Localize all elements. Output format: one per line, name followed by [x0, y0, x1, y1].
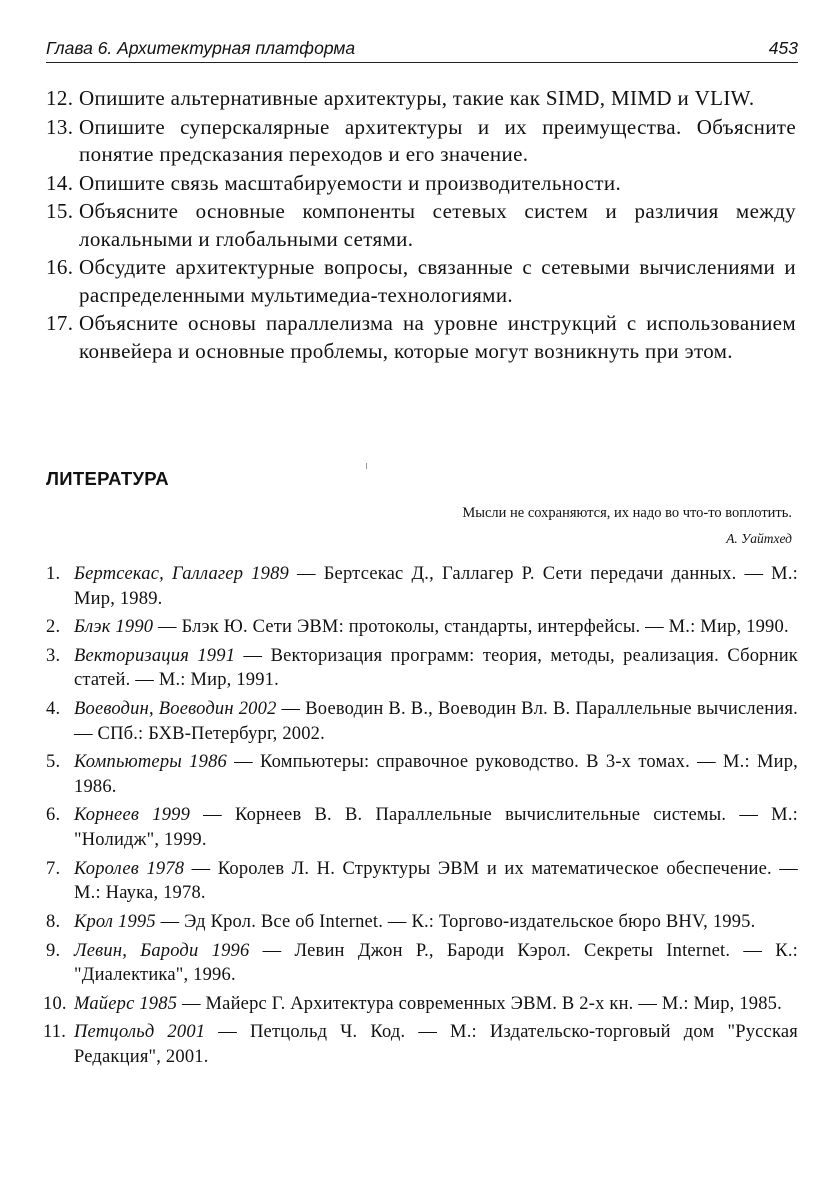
reference-number: 10.	[43, 993, 67, 1014]
question-number: 14.	[46, 170, 74, 195]
question-text: Обсудите архитектурные вопросы, связанные с сетевыми вычислениями и распределенными мультимедиа-технологиями.	[79, 255, 796, 307]
question-number: 15.	[46, 199, 74, 223]
reference-item	[46, 939, 798, 988]
reference-number: 3.	[46, 645, 61, 666]
reference-key: Крол 1995	[74, 911, 156, 932]
epigraph	[462, 500, 792, 552]
reference-number: 2.	[46, 617, 61, 638]
reference-key: Петцольд 2001	[74, 1022, 206, 1043]
question-number: 12.	[46, 86, 74, 110]
epigraph-author: А. Уайтхед	[726, 531, 792, 546]
reference-number: 5.	[46, 752, 61, 773]
reference-number: 11.	[43, 1022, 67, 1043]
reference-item	[43, 992, 798, 1017]
reference-list	[43, 562, 799, 1074]
question-text: Опишите суперскалярные архитектуры и их преимущества. Объясните понятие предсказания переходов и его значение.	[79, 114, 796, 166]
reference-key: Корнеев 1999	[74, 805, 191, 826]
question-text: Опишите связь масштабируемости и производительности.	[79, 170, 622, 195]
reference-text: — Королев Л. Н. Структуры ЭВМ и их математическое обеспечение. — М.: Наука, 1978.	[74, 858, 798, 904]
question-item	[46, 198, 796, 253]
running-head	[46, 32, 798, 63]
reference-number: 1.	[46, 564, 61, 584]
reference-text: — Корнеев В. В. Параллельные вычислительные системы. — М.: "Нолидж", 1999.	[74, 805, 798, 850]
reference-key: Бертсекас, Галлагер 1989	[74, 564, 289, 584]
question-number: 13.	[46, 114, 74, 139]
chapter-title: Глава 6. Архитектурная платформа	[46, 38, 356, 58]
reference-text: — Эд Крол. Все об Internet. — К.: Торгово-издательское бюро BHV, 1995.	[155, 911, 756, 932]
reference-number: 7.	[46, 858, 61, 879]
reference-item	[46, 803, 798, 852]
question-item	[46, 170, 796, 198]
question-number: 17.	[46, 311, 74, 335]
reference-text: — Левин Джон Р., Бароди Кэрол. Секреты Internet. — К.: "Диалектика", 1996.	[74, 940, 798, 985]
reference-number: 6.	[46, 805, 61, 826]
question-number: 16.	[46, 255, 74, 279]
reference-text: — Блэк Ю. Сети ЭВМ: протоколы, стандарты, интерфейсы. — М.: Мир, 1990.	[153, 617, 789, 638]
reference-text: — Петцольд Ч. Код. — М.: Издательско-торговый дом "Русская Редакция", 2001.	[74, 1022, 798, 1067]
epigraph-text: Мысли не сохраняются, их надо во что-то воплотить.	[462, 505, 792, 521]
section-heading: ЛИТЕРАТУРА	[46, 468, 169, 489]
question-item	[46, 310, 796, 365]
question-item	[46, 85, 796, 113]
reference-key: Векторизация 1991	[74, 645, 236, 666]
reference-number: 4.	[46, 699, 61, 720]
reference-item	[43, 1020, 798, 1069]
reference-key: Майерс 1985	[74, 993, 178, 1014]
reference-number: 8.	[46, 911, 61, 932]
reference-key: Левин, Бароди 1996	[74, 940, 250, 961]
scan-artifact	[366, 463, 367, 469]
reference-text: — Майерс Г. Архитектура современных ЭВМ. В 2-х кн. — М.: Мир, 1985.	[177, 993, 782, 1014]
reference-text: — Воеводин В. В., Воеводин Вл. В. Параллельные вычисления. — СПб.: БХВ-Петербург, 2002.	[74, 699, 799, 744]
question-item	[46, 114, 796, 169]
reference-item	[46, 697, 798, 746]
question-item	[46, 254, 796, 309]
reference-item	[46, 910, 798, 935]
reference-number: 9.	[46, 940, 61, 961]
reference-text: — Векторизация программ: теория, методы, реализация. Сборник статей. — М.: Мир, 1991.	[74, 645, 798, 691]
reference-key: Королев 1978	[74, 858, 185, 879]
reference-text: — Бертсекас Д., Галлагер Р. Сети передачи данных. — М.: Мир, 1989.	[74, 564, 799, 609]
review-questions	[46, 85, 796, 366]
reference-key: Компьютеры 1986	[74, 752, 227, 773]
reference-key: Блэк 1990	[74, 617, 154, 638]
reference-item	[46, 644, 798, 693]
reference-item	[46, 562, 798, 611]
question-text: Опишите альтернативные архитектуры, такие как SIMD, MIMD и VLIW.	[79, 86, 755, 110]
reference-item	[46, 857, 798, 906]
question-text: Объясните основные компоненты сетевых систем и различия между локальными и глобальными сетями.	[79, 199, 796, 251]
reference-text: — Компьютеры: справочное руководство. В 3-х томах. — М.: Мир, 1986.	[74, 752, 798, 797]
reference-item	[46, 750, 798, 799]
question-text: Объясните основы параллелизма на уровне инструкций с использованием конвейера и основные проблемы, которые могут возникнуть при этом.	[79, 311, 796, 363]
page-number: 453	[768, 38, 798, 58]
reference-key: Воеводин, Воеводин 2002	[74, 699, 277, 720]
reference-item	[46, 615, 798, 640]
